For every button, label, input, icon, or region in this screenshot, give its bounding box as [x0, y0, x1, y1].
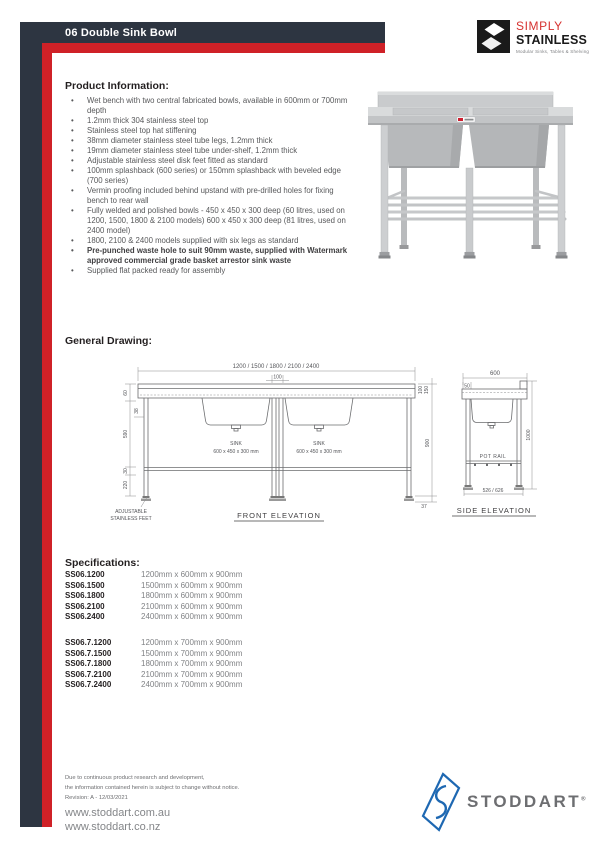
dim-37: 37	[421, 504, 427, 510]
model-size: 2100mm x 700mm x 900mm	[141, 669, 243, 679]
spec-row	[65, 680, 315, 691]
front-width-dim: 1200 / 1500 / 1800 / 2100 / 2400	[232, 364, 320, 370]
model-size: 2400mm x 600mm x 900mm	[141, 612, 243, 622]
website-nz: www.stoddart.co.nz	[65, 821, 161, 833]
bullet-item: • 100mm splashback (600 series) or 150mm splashback with beveled edge (700 series)	[65, 166, 357, 186]
sink-label-left: SINK	[230, 441, 242, 447]
dim-30: 30	[123, 468, 129, 474]
left-red-stripe	[42, 43, 52, 827]
dim-900: 900	[425, 438, 431, 448]
dim-526-626: 526 / 626	[482, 488, 504, 494]
model-code: SS06.7.1200	[65, 637, 112, 647]
spec-row	[65, 581, 315, 592]
dim-1000: 1000	[526, 429, 532, 441]
spec-row	[65, 612, 315, 623]
stoddart-logo	[420, 772, 586, 832]
spec-row	[65, 670, 315, 681]
sink-size-right: 600 x 450 x 300 mm	[296, 449, 342, 455]
spec-row	[65, 591, 315, 602]
dim-60: 60	[123, 390, 129, 396]
registered-mark: ®	[581, 796, 586, 803]
spec-group-600	[65, 570, 315, 623]
sink-label-right: SINK	[313, 441, 325, 447]
spec-row	[65, 649, 315, 660]
bullet-item: • 19mm diameter stainless steel tube under-shelf, 1.2mm thick	[65, 146, 357, 156]
specifications-table	[65, 570, 315, 706]
dim-50: 50	[464, 383, 470, 390]
model-code: SS06.1800	[65, 591, 105, 601]
model-size: 1500mm x 700mm x 900mm	[141, 648, 243, 658]
bullet-item: • Adjustable stainless steel disk feet fitted as standard	[65, 156, 357, 166]
spec-row	[65, 638, 315, 649]
dim-600: 600	[489, 371, 501, 377]
sink-size-left: 600 x 450 x 300 mm	[213, 449, 259, 455]
dim-100-right: 100	[418, 385, 424, 395]
bullet-item-bold: • Pre-punched waste hole to suit 90mm waste, supplied with Watermark approved commercial grade basket arrestor sink waste	[65, 246, 357, 266]
model-size: 1200mm x 600mm x 900mm	[141, 570, 243, 579]
model-size: 2400mm x 700mm x 900mm	[141, 680, 243, 690]
left-frame-bar	[20, 22, 42, 827]
spec-row	[65, 659, 315, 670]
brand-stainless: STAINLESS	[516, 33, 588, 47]
model-size: 1500mm x 600mm x 900mm	[141, 580, 243, 590]
front-elevation-caption: FRONT ELEVATION	[237, 511, 321, 520]
simply-stainless-logo	[477, 18, 589, 54]
dim-150-right: 150	[424, 385, 430, 395]
general-drawing-heading: General Drawing:	[65, 335, 152, 347]
spec-group-700	[65, 638, 315, 691]
website-au: www.stoddart.com.au	[65, 807, 171, 819]
dim-38: 38	[134, 408, 140, 414]
model-size: 1200mm x 700mm x 900mm	[141, 637, 243, 647]
bullet-item: • Wet bench with two central fabricated bowls, available in 600mm or 700mm depth	[65, 96, 357, 116]
brand-wordmark	[516, 18, 589, 54]
bullet-item: • 1.2mm thick 304 stainless steel top	[65, 116, 357, 126]
bullet-item: • Supplied flat packed ready for assembly	[65, 266, 357, 276]
model-size: 1800mm x 600mm x 900mm	[141, 591, 243, 601]
bullet-item: • 38mm diameter stainless steel tube legs, 1.2mm thick	[65, 136, 357, 146]
bullet-item: • Stainless steel top hat stiffening	[65, 126, 357, 136]
dim-220: 220	[123, 480, 129, 490]
general-drawing	[100, 355, 560, 550]
model-code: SS06.7.2400	[65, 680, 112, 690]
model-size: 2100mm x 600mm x 900mm	[141, 601, 243, 611]
model-code: SS06.2400	[65, 612, 105, 622]
bullet-item: • Vermin proofing included behind upstand with pre-drilled holes for fixing bench to rear wall	[65, 186, 357, 206]
spec-row	[65, 602, 315, 613]
footer	[65, 774, 239, 834]
disclaimer-line-2: the information contained herein is subject to change without notice.	[65, 784, 240, 791]
header-red-stripe	[42, 43, 385, 53]
brand-tagline: Modular Sinks, Tables & Shelving	[516, 48, 590, 54]
dim-100-top: 100	[273, 374, 282, 381]
stoddart-wordmark: STODDART®	[467, 792, 586, 811]
dim-590: 590	[123, 429, 129, 439]
feet-label-1: ADJUSTABLE	[115, 509, 147, 515]
model-code: SS06.7.2100	[65, 669, 112, 679]
model-code: SS06.2100	[65, 601, 105, 611]
disclaimer-line-1: Due to continuous product research and development,	[65, 775, 205, 781]
model-code: SS06.7.1800	[65, 659, 112, 669]
side-elevation-caption: SIDE ELEVATION	[456, 506, 532, 515]
product-photo	[365, 78, 595, 263]
product-information-heading: Product Information:	[65, 80, 169, 92]
bullet-item: • Fully welded and polished bowls - 450 x 450 x 300 deep (60 litres, used on 1200, 1500, 1800 & 2100 models) 600 x 450 x 300 deep (81 litres, used on 2400 model)	[65, 206, 357, 236]
specifications-heading: Specifications:	[65, 557, 140, 569]
page-title: 06 Double Sink Bowl	[65, 27, 177, 39]
model-code: SS06.1200	[65, 570, 105, 579]
spec-row	[65, 570, 315, 581]
bullet-item: • 1800, 2100 & 2400 models supplied with six legs as standard	[65, 236, 357, 246]
model-code: SS06.1500	[65, 580, 105, 590]
feet-label-2: STAINLESS FEET	[110, 516, 152, 522]
product-information-list	[65, 96, 357, 276]
stoddart-logo-icon	[420, 772, 462, 832]
brand-simply: SIMPLY	[516, 19, 563, 33]
model-code: SS06.7.1500	[65, 648, 112, 658]
simply-stainless-logo-icon	[477, 18, 511, 54]
website-urls	[65, 806, 239, 834]
pot-rail-label: POT RAIL	[479, 454, 507, 460]
revision-note: Revision: A - 12/03/2021	[65, 795, 128, 801]
model-size: 1800mm x 700mm x 900mm	[141, 659, 243, 669]
